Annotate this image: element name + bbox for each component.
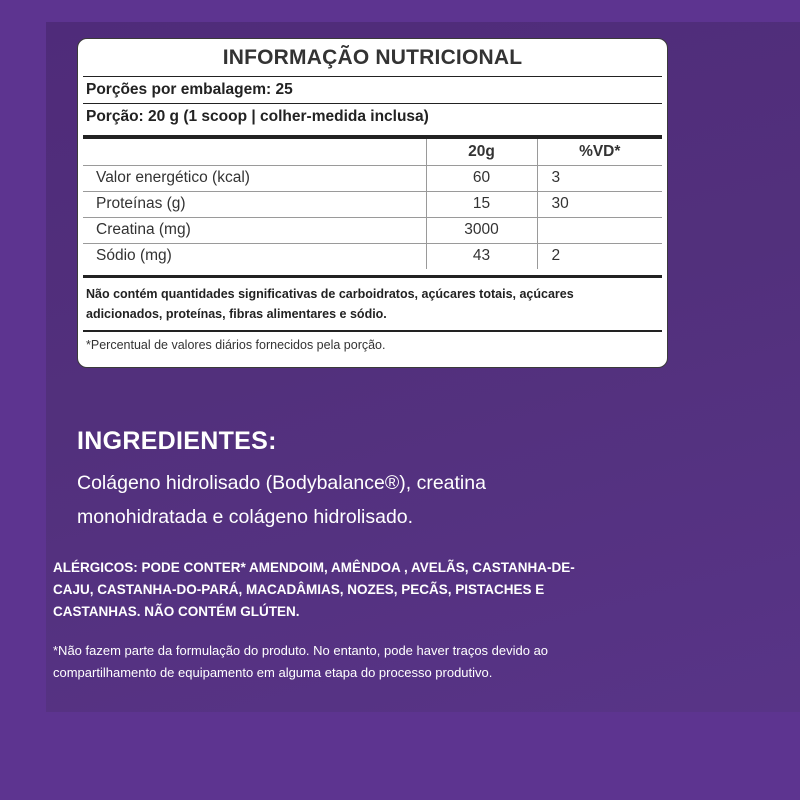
nutrient-amount: 60 [426,165,537,191]
table-row [83,217,662,243]
ingredients-text: Colágeno hidrolisado (Bodybalance®), creatina monohidratada e colágeno hidrolisado. [77,472,486,528]
column-header-nutrient [83,139,426,165]
nutrient-dv [537,217,662,243]
nutrient-amount: 43 [426,243,537,269]
table-row [83,191,662,217]
nutrient-name: Valor energético (kcal) [83,165,426,191]
divider-servings [83,103,662,104]
divider-note [83,330,662,332]
nutrient-amount: 15 [426,191,537,217]
nutrient-name: Proteínas (g) [83,191,426,217]
nutrition-note: Não contém quantidades significativas de carboidratos, açúcares totais, açúcares adicionados, proteínas, fibras alimentares e sódio. [86,287,574,321]
nutrient-name: Creatina (mg) [83,217,426,243]
serving-size: Porção: 20 g (1 scoop | colher-medida inclusa) [86,108,429,125]
table-header-row [83,139,662,165]
nutrition-title: INFORMAÇÃO NUTRICIONAL [222,46,523,69]
table-row [83,165,662,191]
nutrient-name: Sódio (mg) [83,243,426,269]
nutrition-table [83,139,662,269]
column-header-amount: 20g [426,139,537,165]
table-row [83,243,662,269]
ingredients-title: INGREDIENTES: [77,427,277,455]
divider-title [83,76,662,77]
nutrient-dv: 3 [537,165,662,191]
allergens-text: ALÉRGICOS: PODE CONTER* AMENDOIM, AMÊNDOA , AVELÃS, CASTANHA-DE-CAJU, CASTANHA-DO-PARÁ, MACADÂMIAS, NOZES, PECÃS, PISTACHES E CASTANHAS. NÃO CONTÉM GLÚTEN. [53,560,575,619]
column-header-dv: %VD* [537,139,662,165]
nutrition-facts-box [77,38,668,368]
nutrient-dv: 30 [537,191,662,217]
nutrient-dv: 2 [537,243,662,269]
nutrition-footnote: *Percentual de valores diários fornecidos pela porção. [86,338,386,352]
divider-thick-bottom [83,275,662,278]
servings-per-package: Porções por embalagem: 25 [86,81,293,98]
nutrient-amount: 3000 [426,217,537,243]
disclaimer-text: *Não fazem parte da formulação do produto. No entanto, pode haver traços devido ao compartilhamento de equipamento em alguma etapa do processo produtivo. [53,643,549,680]
